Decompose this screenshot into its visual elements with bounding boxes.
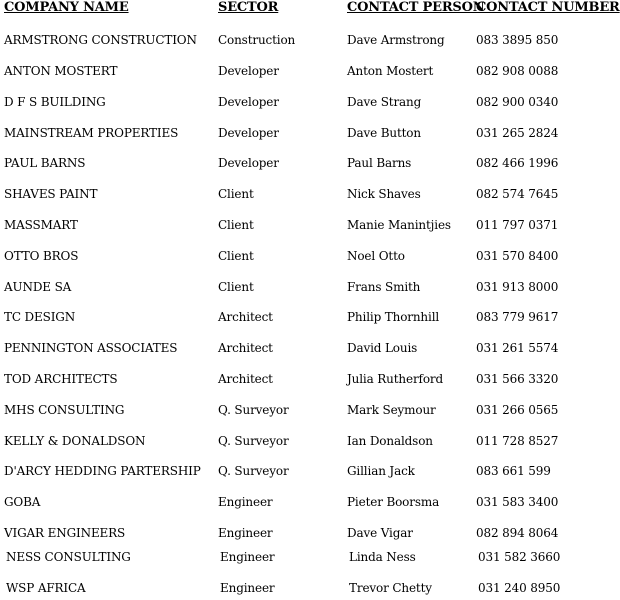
sector-cell: Client	[218, 249, 254, 263]
sector-cell: Developer	[218, 126, 279, 140]
contact-person-cell: Linda Ness	[349, 550, 416, 564]
contact-number-cell: 083 661 599	[476, 464, 551, 478]
contact-number-cell: 082 894 8064	[476, 526, 559, 540]
contact-person-cell: Philip Thornhill	[347, 310, 440, 324]
contact-number-cell: 031 265 2824	[476, 126, 559, 140]
sector-cell: Client	[218, 280, 254, 294]
contact-person-cell: Pieter Boorsma	[347, 495, 440, 509]
table-row	[0, 432, 605, 450]
sector-cell: Architect	[218, 310, 273, 324]
sector-cell: Developer	[218, 64, 279, 78]
contact-number-cell: 031 266 0565	[476, 403, 559, 417]
contact-person-cell: Dave Armstrong	[347, 33, 445, 47]
company-name-cell: AUNDE SA	[4, 280, 72, 294]
sector-cell: Architect	[218, 372, 273, 386]
company-name-cell: OTTO BROS	[4, 249, 79, 263]
table-row	[0, 524, 605, 542]
sector-cell: Client	[218, 187, 254, 201]
table-row	[0, 548, 605, 566]
contact-person-cell: Ian Donaldson	[347, 434, 433, 448]
company-name-cell: NESS CONSULTING	[6, 550, 131, 564]
sector-cell: Engineer	[220, 581, 275, 595]
contact-person-cell: Dave Vigar	[347, 526, 413, 540]
company-name-cell: TC DESIGN	[4, 310, 76, 324]
company-name-cell: D F S BUILDING	[4, 95, 106, 109]
contact-person-cell: Nick Shaves	[347, 187, 421, 201]
table-row	[0, 62, 605, 80]
company-name-cell: ARMSTRONG CONSTRUCTION	[4, 33, 197, 47]
table-row	[0, 339, 605, 357]
company-name-cell: GOBA	[4, 495, 41, 509]
contact-number-cell: 082 466 1996	[476, 156, 559, 170]
company-name-cell: TOD ARCHITECTS	[4, 372, 118, 386]
company-name-cell: SHAVES PAINT	[4, 187, 98, 201]
contact-number-cell: 031 240 8950	[478, 581, 561, 595]
contact-person-cell: Anton Mostert	[347, 64, 434, 78]
header-contact-person: CONTACT PERSON	[347, 0, 485, 15]
contact-person-cell: Gillian Jack	[347, 464, 415, 478]
table-row	[0, 31, 605, 49]
company-name-cell: MASSMART	[4, 218, 78, 232]
contact-person-cell: Julia Rutherford	[347, 372, 444, 386]
table-row	[0, 401, 605, 419]
company-name-cell: D'ARCY HEDDING PARTERSHIP	[4, 464, 201, 478]
table-row	[0, 579, 605, 597]
sector-cell: Q. Surveyor	[218, 403, 289, 417]
table-row	[0, 370, 605, 388]
contact-person-cell: Dave Strang	[347, 95, 422, 109]
contact-person-cell: Frans Smith	[347, 280, 421, 294]
contact-person-cell: Manie Manintjies	[347, 218, 451, 232]
company-name-cell: PENNINGTON ASSOCIATES	[4, 341, 178, 355]
company-name-cell: ANTON MOSTERT	[4, 64, 118, 78]
contact-person-cell: Noel Otto	[347, 249, 405, 263]
company-name-cell: VIGAR ENGINEERS	[4, 526, 126, 540]
table-row	[0, 124, 605, 142]
company-name-cell: MAINSTREAM PROPERTIES	[4, 126, 179, 140]
contact-number-cell: 031 582 3660	[478, 550, 561, 564]
header-company-name: COMPANY NAME	[4, 0, 129, 15]
contact-number-cell: 083 3895 850	[476, 33, 559, 47]
table-row	[0, 308, 605, 326]
table-row	[0, 154, 605, 172]
contact-number-cell: 082 900 0340	[476, 95, 559, 109]
table-row	[0, 462, 605, 480]
sector-cell: Architect	[218, 341, 273, 355]
company-name-cell: WSP AFRICA	[6, 581, 86, 595]
contact-person-cell: Paul Barns	[347, 156, 412, 170]
contact-number-cell: 031 261 5574	[476, 341, 559, 355]
contact-number-cell: 031 583 3400	[476, 495, 559, 509]
table-row	[0, 185, 605, 203]
table-row	[0, 493, 605, 511]
sector-cell: Developer	[218, 95, 279, 109]
table-row	[0, 216, 605, 234]
table-row	[0, 247, 605, 265]
sector-cell: Q. Surveyor	[218, 434, 289, 448]
contact-person-cell: Dave Button	[347, 126, 421, 140]
sector-cell: Engineer	[218, 495, 273, 509]
contact-person-cell: Mark Seymour	[347, 403, 436, 417]
company-name-cell: PAUL BARNS	[4, 156, 86, 170]
sector-cell: Engineer	[218, 526, 273, 540]
table-row	[0, 278, 605, 296]
sector-cell: Client	[218, 218, 254, 232]
contact-number-cell: 082 908 0088	[476, 64, 559, 78]
contact-number-cell: 083 779 9617	[476, 310, 559, 324]
company-name-cell: KELLY & DONALDSON	[4, 434, 146, 448]
contact-number-cell: 031 913 8000	[476, 280, 559, 294]
header-contact-number: CONTACT NUMBER	[476, 0, 620, 15]
sector-cell: Developer	[218, 156, 279, 170]
contact-number-cell: 082 574 7645	[476, 187, 559, 201]
contact-number-cell: 031 566 3320	[476, 372, 559, 386]
sector-cell: Q. Surveyor	[218, 464, 289, 478]
company-name-cell: MHS CONSULTING	[4, 403, 125, 417]
contact-person-cell: David Louis	[347, 341, 418, 355]
contact-person-cell: Trevor Chetty	[349, 581, 432, 595]
header-sector: SECTOR	[218, 0, 279, 15]
contact-number-cell: 011 728 8527	[476, 434, 559, 448]
table-row	[0, 93, 605, 111]
sector-cell: Engineer	[220, 550, 275, 564]
sector-cell: Construction	[218, 33, 296, 47]
contact-number-cell: 011 797 0371	[476, 218, 559, 232]
contact-number-cell: 031 570 8400	[476, 249, 559, 263]
